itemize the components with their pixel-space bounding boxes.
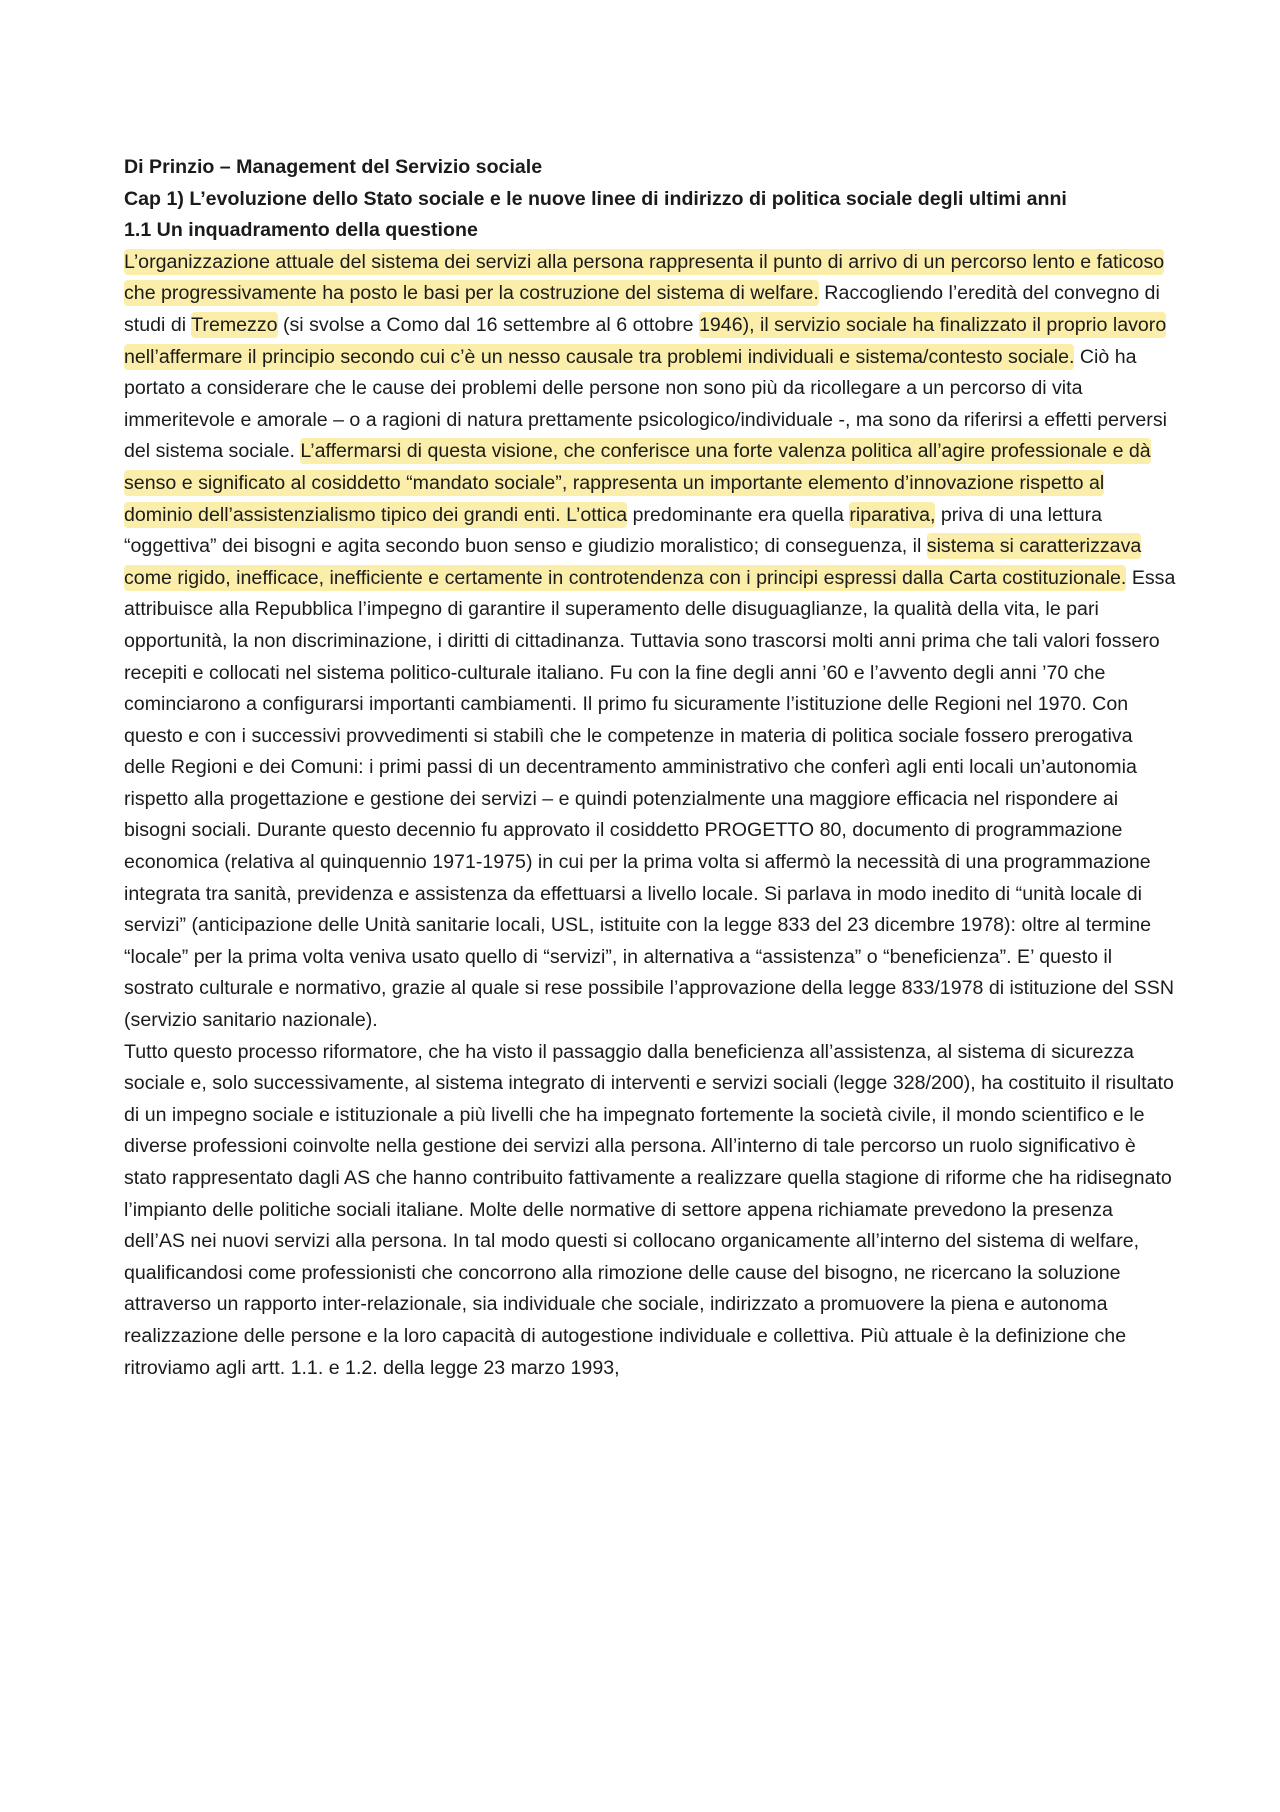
document-page bbox=[124, 152, 1176, 1384]
body-paragraph-1 bbox=[124, 247, 1176, 1037]
text-segment: Raccogliendo l’eredità del convegno di studi di bbox=[124, 282, 1160, 336]
text-segment-highlighted: 1946), il servizio sociale ha finalizzato il proprio lavoro nell’affermare il principio secondo cui c’è un nesso causale tra problemi individuali e sistema/contesto sociale. bbox=[124, 313, 1167, 368]
text-segment: predominante era quella bbox=[627, 503, 850, 526]
text-segment: Essa attribuisce alla Repubblica l’impegno di garantire il superamento delle disuguaglianze, la qualità della vita, le pari opportunità, la non discriminazione, i diritti di cittadinanza. Tuttavia sono trascorsi molti anni prima che tali valori fossero recepiti e collocati nel sistema politico-culturale italiano. Fu con la fine degli anni ’60 e l’avvento degli anni ’70 che cominciarono a configurarsi importanti cambiamenti. Il primo fu sicuramente l’istituzione delle Regioni nel 1970. Con questo e con i successivi provvedimenti si stabilì che le competenze in materia di politica sociale fossero prerogativa delle Regioni e dei Comuni: i primi passi di un decentramento amministrativo che conferì agli enti locali un’autonomia rispetto alla progettazione e gestione dei servizi – e quindi potenzialmente una maggiore efficacia nel rispondere ai bisogni sociali. Durante questo decennio fu approvato il cosiddetto PROGETTO 80, documento di programmazione economica (relativa al quinquennio 1971-1975) in cui per la prima volta si affermò la necessità di una programmazione integrata tra sanità, previdenza e assistenza da effettuarsi a livello locale. Si parlava in modo inedito di “unità locale di servizi” (anticipazione delle Unità sanitarie locali, USL, istituite con la legge 833 del 23 dicembre 1978): oltre al termine “locale” per la prima volta veniva usato quello di “servizi”, in alternativa a “assistenza” o “beneficienza”. E’ questo il sostrato culturale e normativo, grazie al quale si rese possibile l’approvazione della legge 833/1978 di istituzione del SSN (servizio sanitario nazionale). bbox=[124, 566, 1176, 1032]
text-segment: Tutto questo processo riformatore, che ha visto il passaggio dalla beneficienza all’assistenza, al sistema di sicurezza sociale e, solo successivamente, al sistema integrato di interventi e servizi sociali (legge 328/200), ha costituito il risultato di un impegno sociale e istituzionale a più livelli che ha impegnato fortemente la società civile, il mondo scientifico e le diverse professioni coinvolte nella gestione dei servizi alla persona. All’interno di tale percorso un ruolo significativo è stato rappresentato dagli AS che hanno contribuito fattivamente a realizzare quella stagione di riforme che ha ridisegnato l’impianto delle politiche sociali italiane. Molte delle normative di settore appena richiamate prevedono la presenza dell’AS nei nuovi servizi alla persona. In tal modo questi si collocano organicamente all’interno del sistema di welfare, qualificandosi come professionisti che concorrono alla rimozione delle cause del bisogno, ne ricercano la soluzione attraverso un rapporto inter-relazionale, sia individuale che sociale, indirizzato a promuovere la piena e autonoma realizzazione delle persone e la loro capacità di autogestione individuale e collettiva. Più attuale è la definizione che ritroviamo agli artt. 1.1. e 1.2. della legge 23 marzo 1993, bbox=[124, 1040, 1174, 1379]
text-segment: Ciò ha portato a considerare che le cause dei problemi delle persone non sono più da ricollegare a un percorso di vita immeritevole e amorale – o a ragioni di natura prettamente psicologico/individuale -, ma sono da riferirsi a effetti perversi del sistema sociale. bbox=[124, 345, 1167, 463]
text-segment-highlighted: Tremezzo bbox=[191, 313, 278, 336]
section-title: 1.1 Un inquadramento della questione bbox=[124, 219, 478, 242]
text-segment-highlighted: L’organizzazione attuale del sistema dei servizi alla persona rappresenta il punto di arrivo di un percorso lento e faticoso che progressivamente ha posto le basi per la costruzione del sistema di welfare. bbox=[124, 250, 1165, 305]
text-segment: priva di una lettura “oggettiva” dei bisogni e agita secondo buon senso e giudizio moralistico; di conseguenza, il bbox=[124, 503, 1103, 558]
text-segment: (si svolse a Como dal 16 settembre al 6 ottobre bbox=[277, 313, 700, 336]
text-segment-highlighted: riparativa, bbox=[849, 503, 936, 526]
document-title: Di Prinzio – Management del Servizio sociale bbox=[124, 156, 543, 178]
body-paragraph-2 bbox=[124, 1037, 1176, 1385]
text-segment-highlighted: L’affermarsi di questa visione, che conferisce una forte valenza politica all’agire professionale e dà senso e significato al cosiddetto “mandato sociale”, rappresenta un importante elemento d’innovazione rispetto al dominio dell’assistenzialismo tipico dei grandi enti. L’ottica bbox=[124, 440, 1151, 526]
chapter-title: Cap 1) L’evoluzione dello Stato sociale e le nuove linee di indirizzo di politica sociale degli ultimi anni bbox=[124, 187, 1067, 210]
text-segment-highlighted: sistema si caratterizzava come rigido, inefficace, inefficiente e certamente in controtendenza con i principi espressi dalla Carta costituzionale. bbox=[124, 535, 1142, 589]
